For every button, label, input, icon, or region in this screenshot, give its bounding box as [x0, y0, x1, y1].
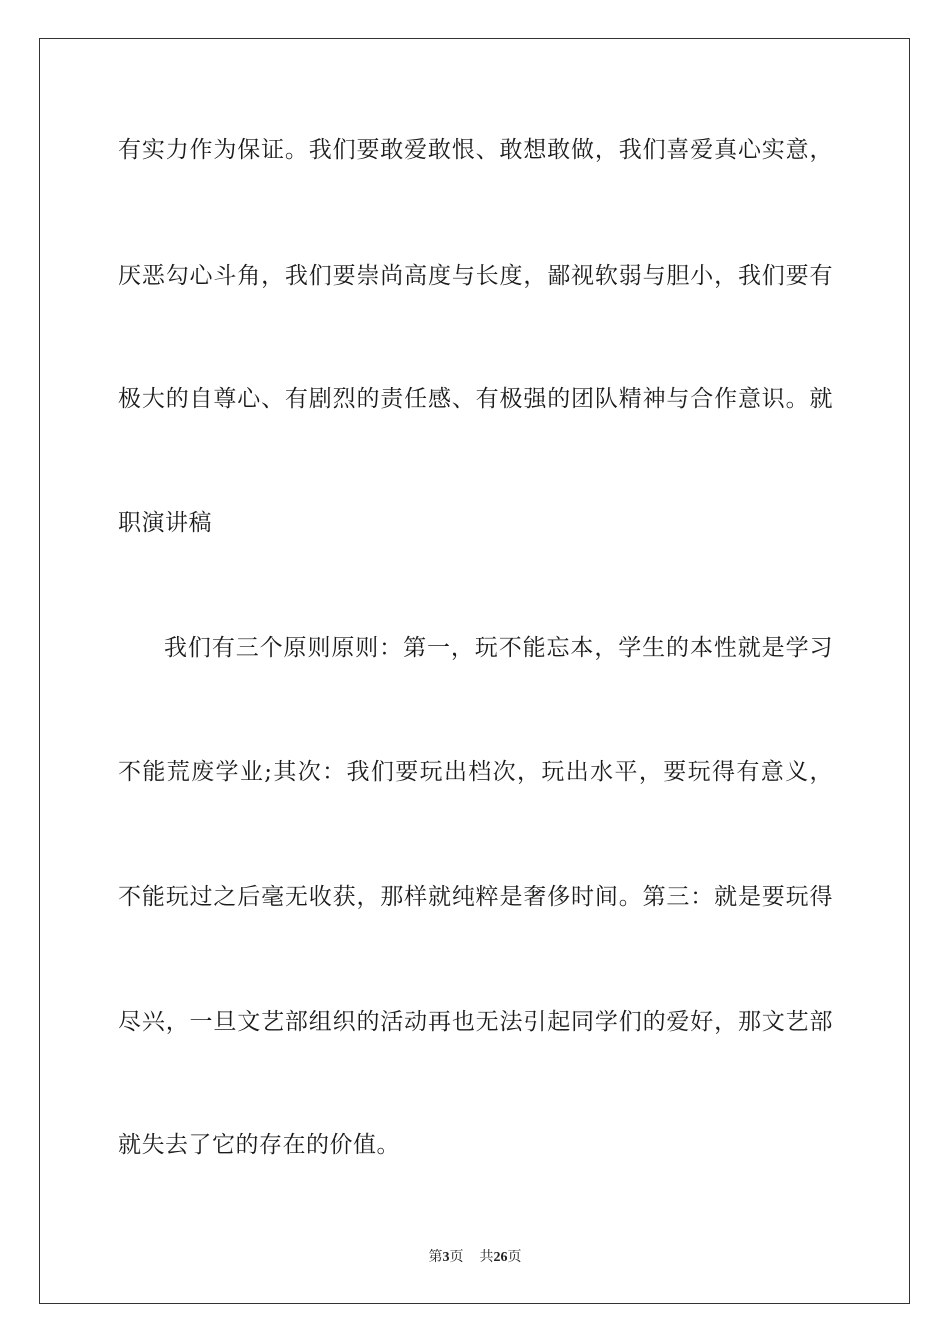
page-prefix: 第: [428, 1249, 443, 1265]
paragraph-line-7: 不能玩过之后毫无收获，那样就纯粹是奢侈时间。第三：就是要玩得: [118, 884, 833, 910]
paragraph-line-6: 不能荒废学业;其次：我们要玩出档次，玩出水平，要玩得有意义，: [118, 759, 833, 785]
page-number: 3: [442, 1250, 450, 1265]
page-suffix: 页: [449, 1249, 464, 1265]
paragraph-line-2: 厌恶勾心斗角，我们要崇尚高度与长度，鄙视软弱与胆小，我们要有: [118, 263, 833, 289]
total-pages: 26: [493, 1250, 508, 1265]
paragraph-line-5: 我们有三个原则原则：第一，玩不能忘本，学生的本性就是学习: [164, 635, 833, 661]
paragraph-line-4: 职演讲稿: [118, 510, 212, 536]
paragraph-line-8: 尽兴，一旦文艺部组织的活动再也无法引起同学们的爱好，那文艺部: [118, 1009, 833, 1035]
total-prefix: 共: [479, 1249, 494, 1265]
page-border: [39, 38, 910, 1304]
page-footer: [0, 1247, 950, 1268]
total-suffix: 页: [507, 1249, 522, 1265]
paragraph-line-9: 就失去了它的存在的价值。: [118, 1132, 400, 1158]
paragraph-line-1: 有实力作为保证。我们要敢爱敢恨、敢想敢做，我们喜爱真心实意，: [118, 137, 833, 163]
paragraph-line-3: 极大的自尊心、有剧烈的责任感、有极强的团队精神与合作意识。就: [118, 386, 833, 412]
